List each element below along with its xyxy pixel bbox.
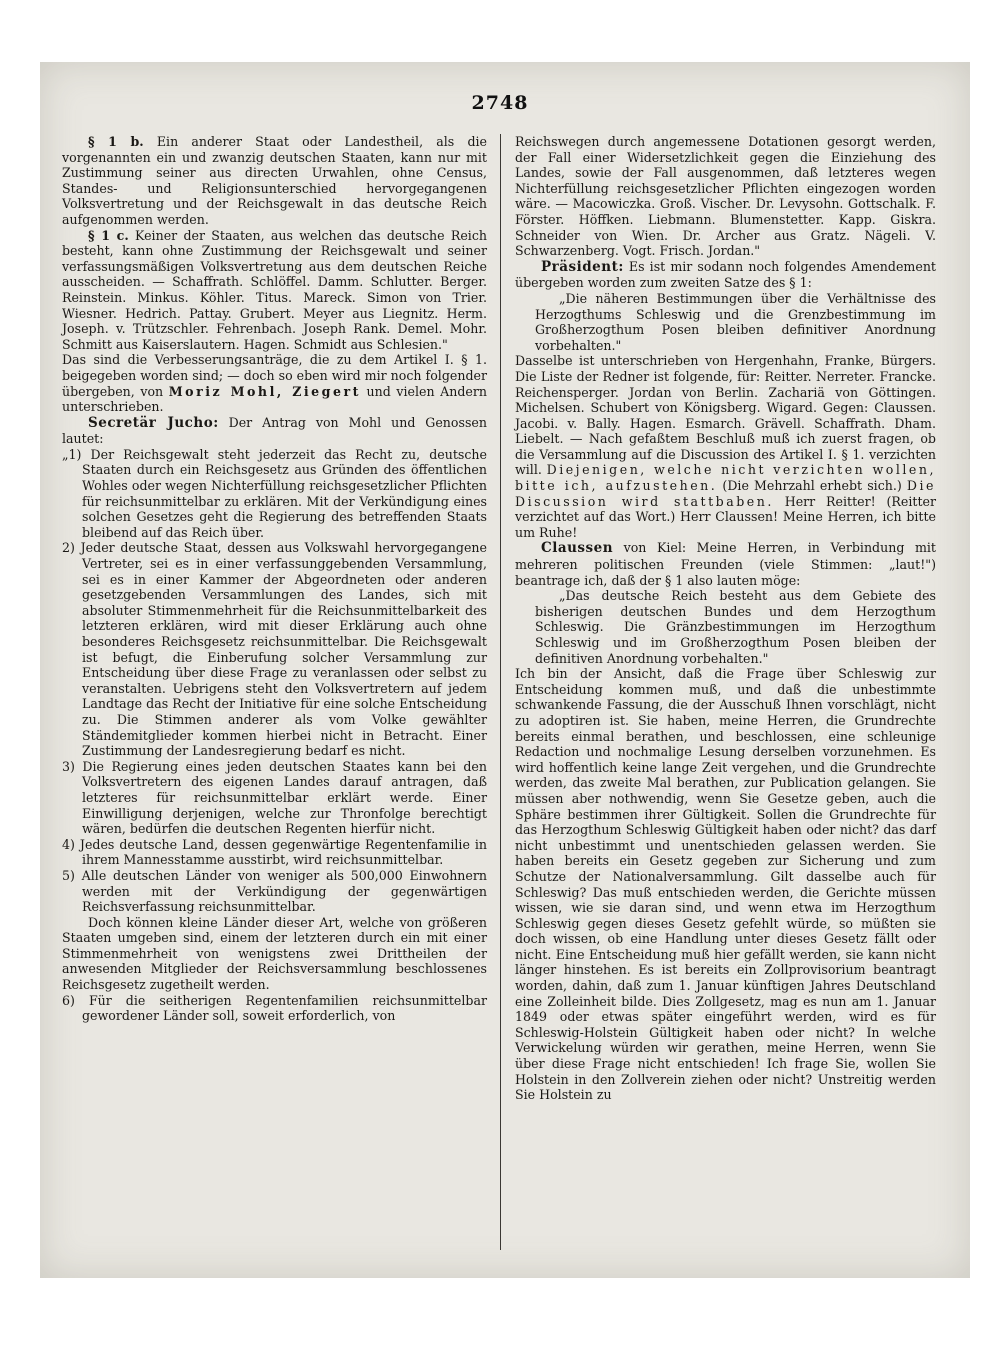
- section-label: § 1 c.: [88, 227, 129, 243]
- paragraph-claussen: Claussen von Kiel: Meine Herren, in Verbindung mit mehreren politischen Freunden (viele Stimmen: „laut!") beantrage ich, daß der § 1 also lauten möge:: [515, 540, 936, 588]
- list-item: 5) Alle deutschen Länder von weniger als 500,000 Einwohnern werden mit der Verkündigung der gegenwärtigen Reichsverfassung reichsunmittelbar.: [62, 867, 488, 915]
- list-item-continuation: Doch können kleine Länder dieser Art, welche von größeren Staaten umgeben sind, einem der letzteren durch ein mit einer Stimmenmehrheit von wenigstens zwei Drittheilen der anwesenden Mitglieder der Reichsversammlung beschlossenes Reichsgesetz zugetheilt werden.: [62, 914, 487, 993]
- paragraph-continuation: Reichswegen durch angemessene Dotationen gesorgt werden, der Fall einer Widersetzlichkeit gegen die Einziehung des Landes, sowie der Fall ausgenommen, daß letzteres wegen Nichterfüllung reichsgesetzlicher Pflichten eingezogen worden wäre. — Macowiczka. Groß. Vischer. Dr. Levysohn. Gottschalk. F. Förster. Höffken. Liebmann. Blumenstetter. Kapp. Giskra. Schneider von Wien. Dr. Archer aus Gratz. Nägeli. V. Schwarzenberg. Vogt. Frisch. Jordan.": [515, 134, 936, 259]
- paragraph-secretary: Secretär Jucho: Der Antrag von Mohl und Genossen lautet:: [62, 414, 487, 447]
- speaker-name: Secretär Jucho:: [88, 414, 219, 431]
- section-text: Keiner der Staaten, aus welchen das deutsche Reich besteht, kann ohne Zustimmung der Reichsgewalt und seiner verfassungsmäßigen Volksvertretung aus dem deutschen Reiche ausscheiden. — Schaffrath. Schlöffel. Damm. Schlutter. Berger. Reinstein. Minkus. Köhler. Titus. Mareck. Simon von Trier. Wiesner. Hedrich. Pattay. Grubert. Meyer aus Liegnitz. Herm. Joseph. v. Trützschler. Fehrenbach. Joseph Rank. Demel. Mohr. Schmitt aus Kaiserslautern. Hagen. Schmidt aus Schlesien.": [62, 227, 487, 352]
- column-divider: [500, 134, 501, 1250]
- spaced-text: Diejenigen, welche nicht verzichten wollen, bitte ich, aufzustehen.: [515, 462, 936, 494]
- paragraph-section-1c: [62, 228, 487, 353]
- section-text: Ein anderer Staat oder Landestheil, als die vorgenannten ein und zwanzig deutschen Staaten, kann nur mit Zustimmung seiner aus directen Urwahlen, ohne Census, Standes- und Religionsunterschied hervorgegangenen Volksvertretung und der Reichsgewalt in das deutsche Reich aufgenommen werden.: [62, 134, 487, 227]
- list-item: „1) Der Reichsgewalt steht jederzeit das Recht zu, deutsche Staaten durch ein Reichsgesetz aus Gründen des öffentlichen Wohles oder wegen Nichterfüllung reichsgesetzlicher Pflichten für reichsunmittelbar zu erklären. Mit der Verkündigung eines solchen Gesetzes geht die Regierung des betreffenden Staats bleibend auf das Reich über.: [62, 446, 487, 540]
- list-item: 2) Jeder deutsche Staat, dessen aus Volkswahl hervorgegangene Vertreter, sei es in einer verfassunggebenden Versammlung, sei es in einer Kammer der Abgeordneten oder anderen gesetzgebenden Versammlungen des Landes, sich mit absoluter Stimmenmehrheit für die Reichsunmittelbarkeit des letzteren erklären, wird mit dieser Erklärung auch ohne besonderes Reichsgesetz reichsunmittelbar. Die Reichsgewalt ist befugt, die Einberufung solcher Versammlung zur Entscheidung über diese Frage zu veranlassen oder selbst zu veranstalten. Uebrigens steht den Volksvertretern auf jedem Landtage das Recht der Initiative für eine solche Entscheidung zu. Die Stimmen anderer als vom Volke gewählter Ständemitglieder kommen hierbei nicht in Betracht. Einer Zustimmung der Landesregierung bedarf es nicht.: [62, 540, 487, 759]
- quoted-proposal: „Das deutsche Reich besteht aus dem Gebiete des bisherigen deutschen Bundes und dem Herzogthum Schleswig. Die Gränzbestimmungen im Herzogthum Schleswig und im Großherzogthum Posen bleiben der definitiven Anordnung vorbehalten.": [535, 588, 936, 666]
- left-column: [62, 134, 487, 1024]
- page-number: 2748: [471, 92, 529, 114]
- quoted-amendment: „Die näheren Bestimmungen über die Verhältnisse des Herzogthums Schleswig und die Grenzbestimmung im Großherzogthum Posen bleiben definitiver Anordnung vorbehalten.": [535, 290, 936, 353]
- list-item: 3) Die Regierung eines jeden deutschen Staates kann bei den Volksvertretern des eigenen Landes darauf antragen, daß letzteres für reichsunmittelbar erklärt werde. Einer Einwilligung derjenigen, welche zur Thronfolge berechtigt wären, bedürfen die deutschen Regenten hierfür nicht.: [62, 758, 487, 837]
- paragraph-speech: Ich bin der Ansicht, daß die Frage über Schleswig zur Entscheidung kommen muß, und daß die unbestimmte schwankende Fassung, die der Ausschuß Ihnen vorschlägt, nicht zu adoptiren ist. Sie haben, meine Herren, die Grundrechte bereits einmal berathen, und beschlossen, eine schleunige Redaction und nochmalige Lesung derselben vorzunehmen. Es wird hoffentlich keine lange Zeit vergehen, und die Grundrechte werden, das zweite Mal berathen, zur Publication gelangen. Sie müssen aber nothwendig, wenn Sie Gesetze geben, auch die Sphäre bestimmen ihrer Gültigkeit. Sollen die Grundrechte für das Herzogthum Schleswig Gültigkeit haben oder nicht? das darf nicht unbestimmt und unentschieden gelassen werden. Sie haben bereits ein Gesetz gegeben zur Sicherung und zum Schutze der Nationalversammlung. Gilt dasselbe auch für Schleswig? Das muß entschieden werden, die Gerichte müssen wissen, wie sie daran sind, und wenn etwa im Herzogthum Schleswig gegen dieses Gesetz gefehlt würde, so müßten sie doch wissen, ob eine Handlung unter dieses Gesetz fällt oder nicht. Eine Entscheidung muß hier gefällt werden, sie kann nicht länger hinstehen. Es ist bereits ein Zollprovisorium beantragt worden, dahin, daß zum 1. Januar künftigen Jahres Deutschland eine Zolleinheit bilde. Dies Zollgesetz, mag es nun am 1. Januar 1849 oder etwas später eingeführt werden, wird es für Schleswig-Holstein Gültigkeit haben oder nicht? In welche Verwickelung würden wir gerathen, meine Herren, wenn Sie über diese Frage nicht entschieden! Ich frage Sie, wollen Sie Holstein in den Zollverein ziehen oder nicht? Unstreitig werden Sie Holstein zu: [515, 666, 936, 1103]
- paragraph-amendments-note: Das sind die Verbesserungsanträge, die zu dem Artikel I. § 1. beigegeben worden sind; — doch so eben wird mir noch folgender übergeben, von Moriz Mohl, Ziegert und vielen Andern unterschrieben.: [62, 352, 487, 415]
- right-column: [515, 134, 936, 1103]
- paragraph-president: Präsident: Es ist mir sodann noch folgendes Amendement übergeben worden zum zweiten Satze des § 1:: [515, 258, 936, 291]
- list-item: 4) Jedes deutsche Land, dessen gegenwärtige Regentenfamilie in ihrem Mannesstamme ausstirbt, wird reichsunmittelbar.: [62, 836, 487, 868]
- paragraph-speaker-list: Dasselbe ist unterschrieben von Hergenhahn, Franke, Bürgers. Die Liste der Redner ist folgende, für: Reitter. Nerreter. Francke. Reichensperger. Jordan von Berlin. Zachariä von Göttingen. Michelsen. Schubert von Königsberg. Wigard. Gegen: Claussen. Jacobi. v. Bally. Hagen. Esmarch. Grävell. Schaffrath. Dham. Liebelt. — Nach gefaßtem Beschluß muß ich zuerst fragen, ob die Versammlung auf die Discussion des Artikel I. § 1. verzichten will. Diejenigen, welche nicht verzichten wollen, bitte ich, aufzustehen. (Die Mehrzahl erhebt sich.) Die Discussion wird stattbaben. Herr Reitter! (Reitter verzichtet auf das Wort.) Herr Claussen! Meine Herren, ich bitte um Ruhe!: [515, 353, 936, 540]
- spaced-text: Die Discussion wird stattbaben.: [515, 478, 936, 509]
- spaced-names: Moriz Mohl, Ziegert: [168, 383, 361, 399]
- speaker-name: Claussen: [541, 540, 614, 557]
- section-label: § 1 b.: [88, 134, 144, 149]
- speaker-name: Präsident:: [541, 258, 624, 275]
- list-item: 6) Für die seitherigen Regentenfamilien reichsunmittelbar gewordener Länder soll, soweit erforderlich, von: [62, 992, 487, 1024]
- paragraph-section-1b: [62, 134, 487, 228]
